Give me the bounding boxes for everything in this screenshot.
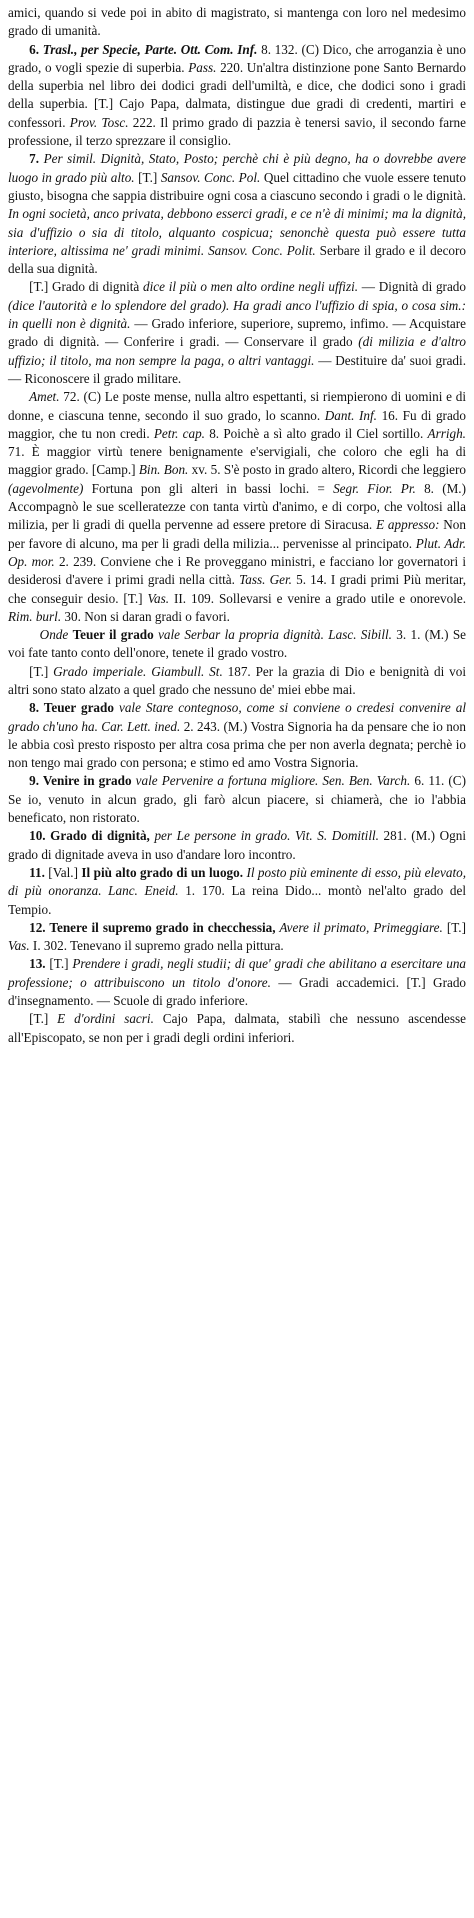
- text-segment: vale Serbar la propria dignità.: [153, 627, 324, 643]
- text-segment: 3. 1. (M.) Se voi fate tanto conto dell'onore, tenete il grado vostro.: [8, 627, 467, 661]
- text-segment: Onde: [39, 627, 73, 643]
- text-segment: Tass. Ger.: [239, 572, 292, 588]
- text-segment: Rim. burl.: [8, 608, 62, 624]
- text-segment: 6.: [29, 41, 43, 57]
- text-segment: xv. 5. S'è posto in grado altero, Ricordi che leggiero: [188, 462, 466, 478]
- text-segment: 2. 243. (M.) Vostra Signoria ha da pensare che io non le abbia così presto risposto per altra cosa prima che per non averla degnata; perchè io non tengo mai grado con persona; e stimo ed amo Vostra Signoria.: [8, 718, 466, 771]
- text-segment: [Val.]: [48, 864, 82, 880]
- entry-paragraph: [8, 626, 466, 663]
- entry-paragraph: [8, 699, 466, 772]
- text-segment: per Le persone in grado. Vit. S. Domitill.: [149, 828, 379, 844]
- text-segment: 7.: [29, 151, 44, 167]
- text-segment: (agevolmente): [8, 480, 84, 496]
- entry-paragraph: [8, 663, 466, 700]
- text-segment: 9. Venire in grado: [29, 773, 132, 789]
- text-segment: Petr. cap.: [153, 425, 205, 441]
- text-segment: Lasc. Sibill.: [328, 627, 392, 643]
- text-segment: Il posto più eminente di esso, più elevato, di più onoranza. Lanc. Eneid.: [8, 864, 466, 899]
- text-segment: (di milizia e d'altro uffizio; il titolo, ma non sempre la paga, o altri vantaggi.: [8, 334, 466, 368]
- text-segment: 16. Fu di grado maggior, che tu non credi.: [8, 407, 466, 441]
- entry-paragraph: [8, 919, 466, 956]
- text-segment: Il più alto grado di un luogo.: [81, 864, 244, 880]
- text-segment: 8. 132. (C) Dico, che arroganzia è uno grado, o vogli spezie di superbia.: [8, 41, 466, 75]
- text-segment: Sansov. Conc. Pol.: [160, 169, 261, 185]
- text-segment: 8. Teuer grado: [29, 700, 114, 716]
- text-segment: 281. (M.) Ogni grado di dignitade aveva in uso d'andare loro incontro.: [8, 828, 466, 862]
- entry-paragraph: [8, 955, 466, 1010]
- text-segment: vale Stare contegnoso, come si conviene o credesi convenire al grado ch'uno ha. Car. Lett. ined.: [8, 700, 466, 734]
- text-segment: Pass.: [188, 59, 217, 75]
- entry-paragraph: [8, 41, 466, 151]
- text-segment: 187. Per la grazia di Dio e benignità di voi altri sono stato alzato a quel grado che nessuno de' miei ebbe mai.: [8, 663, 467, 697]
- entry-paragraph: [8, 278, 466, 388]
- text-segment: E d'ordini sacri.: [57, 1011, 154, 1027]
- text-segment: Avere il primato, Primeggiare.: [275, 919, 443, 935]
- entry-paragraph: [8, 4, 466, 41]
- text-segment: [T.]: [442, 919, 466, 935]
- text-segment: Amet.: [29, 389, 60, 405]
- text-segment: (dice l'autorità e lo splendore del grado). Ha gradi anco l'uffizio di spia, o cosa sim.: in quelli non è dignità.: [8, 297, 466, 332]
- text-segment: Teuer il grado: [72, 627, 154, 643]
- text-segment: — Grado inferiore, superiore, supremo, infimo. — Acquistare grado di dignità. — Conferire i gradi. — Conservare il grado: [8, 316, 466, 350]
- text-segment: 10. Grado di dignità,: [29, 828, 150, 844]
- text-segment: [T.]: [134, 169, 161, 185]
- text-segment: Segr. Fior. Pr.: [333, 480, 416, 496]
- text-segment: 30. Non si daran gradi o favori.: [61, 608, 230, 624]
- text-segment: vale Pervenire a fortuna migliore. Sen. Ben. Varch.: [131, 773, 411, 789]
- text-segment: 11.: [29, 864, 49, 880]
- text-segment: 222. Il primo grado di pazzia è tenersi savio, il secondo farne professione, il terzo sprezzare il consiglio.: [8, 114, 466, 149]
- text-segment: [T.]: [29, 663, 54, 679]
- entry-paragraph: [8, 772, 466, 827]
- text-segment: Vas.: [8, 938, 30, 954]
- text-segment: 13.: [29, 956, 50, 972]
- text-segment: Trasl., per Specie, Parte. Ott. Com. Inf.: [42, 41, 258, 57]
- text-segment: Fortuna pon gli alteri in bassi lochi. =: [83, 480, 334, 496]
- text-segment: Per simil. Dignità, Stato, Posto; perchè chi è più degno, ha o dovrebbe avere luogo in grado più alto.: [8, 151, 466, 185]
- text-segment: II. 109. Sollevarsi e venire a grado utile e onorevole.: [169, 590, 467, 606]
- text-segment: E appresso:: [376, 517, 440, 533]
- text-segment: 220. Un'altra distinzione pone Santo Bernardo della superbia nel libro dei dodici gradi dell'umiltà, e dice, che dodici sono i gradi della superbia. [T.] Cajo Papa, dalmata, distingue due gradi di credenti, martiri e confessori.: [8, 59, 466, 130]
- text-segment: I. 302. Tenevano il supremo grado nella pittura.: [29, 938, 284, 954]
- text-segment: 5. 14. I gradi primi Più meritar, che conseguir desio. [T.]: [8, 572, 466, 606]
- entry-paragraph: [8, 864, 466, 919]
- text-segment: Prendere i gradi, negli studii; di que' gradi che abilitano a esercitare una professione; o attribuiscono un titolo d'onore.: [8, 956, 467, 990]
- text-segment: [T.]: [49, 956, 73, 972]
- text-segment: 12. Tenere il supremo grado in checchessia,: [29, 919, 276, 935]
- text-segment: [T.] Grado di dignità: [29, 279, 144, 295]
- text-segment: — Destituire da' suoi gradi. — Riconoscere il grado militare.: [8, 352, 466, 386]
- text-segment: Arrigh.: [427, 425, 466, 441]
- text-segment: [T.]: [29, 1011, 58, 1027]
- entry-paragraph: [8, 150, 466, 278]
- text-segment: Serbare il grado e il decoro della sua dignità.: [8, 242, 466, 277]
- text-segment: Sansov. Conc. Polit.: [208, 242, 316, 258]
- entry-paragraph: [8, 827, 466, 864]
- text-segment: Bin. Bon.: [138, 462, 189, 478]
- text-segment: Grado imperiale. Giambull. St.: [53, 663, 223, 679]
- text-segment: Vas.: [147, 590, 170, 606]
- text-segment: 8. (M.) Accompagnò le sue scelleratezze con tanta virtù d'animo, e di corpo, che voltosi alla milizia, per li gradi di quella pervenne ad essere pretore di Siracusa.: [8, 480, 466, 533]
- text-segment: 6. 11. (C) Se io, venuto in alcun grado, gli farò alcun piacere, si chiamerà, che io l'abbia beneficato, non ristorato.: [8, 773, 466, 826]
- text-segment: Dant. Inf.: [324, 407, 377, 423]
- text-segment: Non per favore di alcuno, ma per li gradi della milizia... pervenisse al principato.: [8, 517, 466, 551]
- text-segment: Prov. Tosc.: [69, 114, 129, 130]
- text-segment: 72. (C) Le poste mense, nulla altro espettanti, si riempierono di uomini e di donne, e ciascuna tenne, secondo il suo grado, lo scanno.: [8, 389, 466, 423]
- text-segment: 1. 170. La reina Dido... montò nel'alto grado del Tempio.: [8, 883, 466, 917]
- text-segment: 71. È maggior virtù tenere benignamente e'servigiali, che coloro che egli ha di maggior grado. [Camp.]: [8, 444, 466, 478]
- text-segment: 8. Poichè a sì alto grado il Ciel sortillo.: [204, 425, 428, 441]
- text-segment: In ogni società, anco privata, debbono esserci gradi, e ce n'è di minimi; ma la dignità, sia d'uffizio o sia di titolo, alquanto cospicua; senonchè questa può essere tutta interiore, altissima ne' gradi minimi.: [8, 206, 466, 258]
- text-segment: 2. 239. Conviene che i Re proveggano ministri, e facciano lor governatori i desiderosi d'avere i primi gradi nella città.: [8, 553, 466, 588]
- text-segment: amici, quando si vede poi in abito di magistrato, si mantenga con loro nel medesimo grado di umanità.: [8, 5, 466, 39]
- text-segment: Plut. Adr. Op. mor.: [8, 535, 466, 569]
- entry-paragraph: [8, 1010, 466, 1047]
- text-segment: — Dignità di grado: [358, 279, 466, 295]
- text-segment: Quel cittadino che vuole essere tenuto giusto, bisogna che sappia distribuire ogni cosa a ciascuno secondo i gradi o le dignità.: [8, 169, 467, 203]
- entry-paragraph: [8, 388, 466, 626]
- text-segment: dice il più o men alto ordine negli uffizi.: [143, 279, 359, 295]
- text-segment: — Gradi accademici. [T.] Grado d'insegnamento. — Scuole di grado inferiore.: [8, 974, 467, 1009]
- text-segment: Cajo Papa, dalmata, stabilì che nessuno ascendesse all'Episcopato, se non per i gradi degli ordini inferiori.: [8, 1011, 466, 1045]
